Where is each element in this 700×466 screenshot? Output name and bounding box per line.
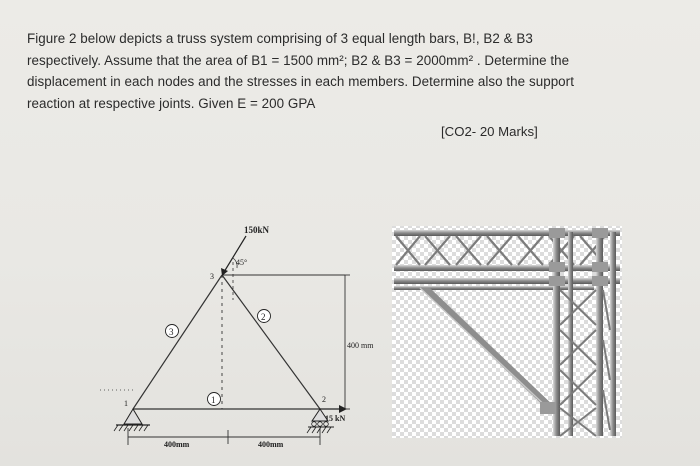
height-dimension-label: 400 mm <box>347 341 374 350</box>
node-label-3: 3 <box>210 272 214 281</box>
question-line: respectively. Assume that the area of B1 = 1500 mm²; B2 & B3 = 2000mm² . Determine the <box>27 52 570 68</box>
member-label-1: 1 <box>211 395 216 405</box>
question-line: reaction at respective joints. Given E = 200 GPA <box>27 95 316 111</box>
question-line: Figure 2 below depicts a truss system comprising of 3 equal length bars, B!, B2 & B3 <box>27 31 533 46</box>
span-label-right: 400mm <box>258 440 284 449</box>
marks-label: [CO2- 20 Marks] <box>441 124 538 139</box>
member-label-3: 3 <box>169 327 174 337</box>
node-label-2: 2 <box>322 395 326 404</box>
question-line: displacement in each nodes and the stresses in each members. Determine also the support <box>27 74 574 89</box>
load-label-right: 15 kN <box>325 414 346 423</box>
span-label-left: 400mm <box>164 440 190 449</box>
member-label-2: 2 <box>261 312 266 322</box>
node-label-1: 1 <box>124 399 128 408</box>
angle-label: 45° <box>236 258 248 267</box>
load-label-top: 150kN <box>244 225 270 235</box>
